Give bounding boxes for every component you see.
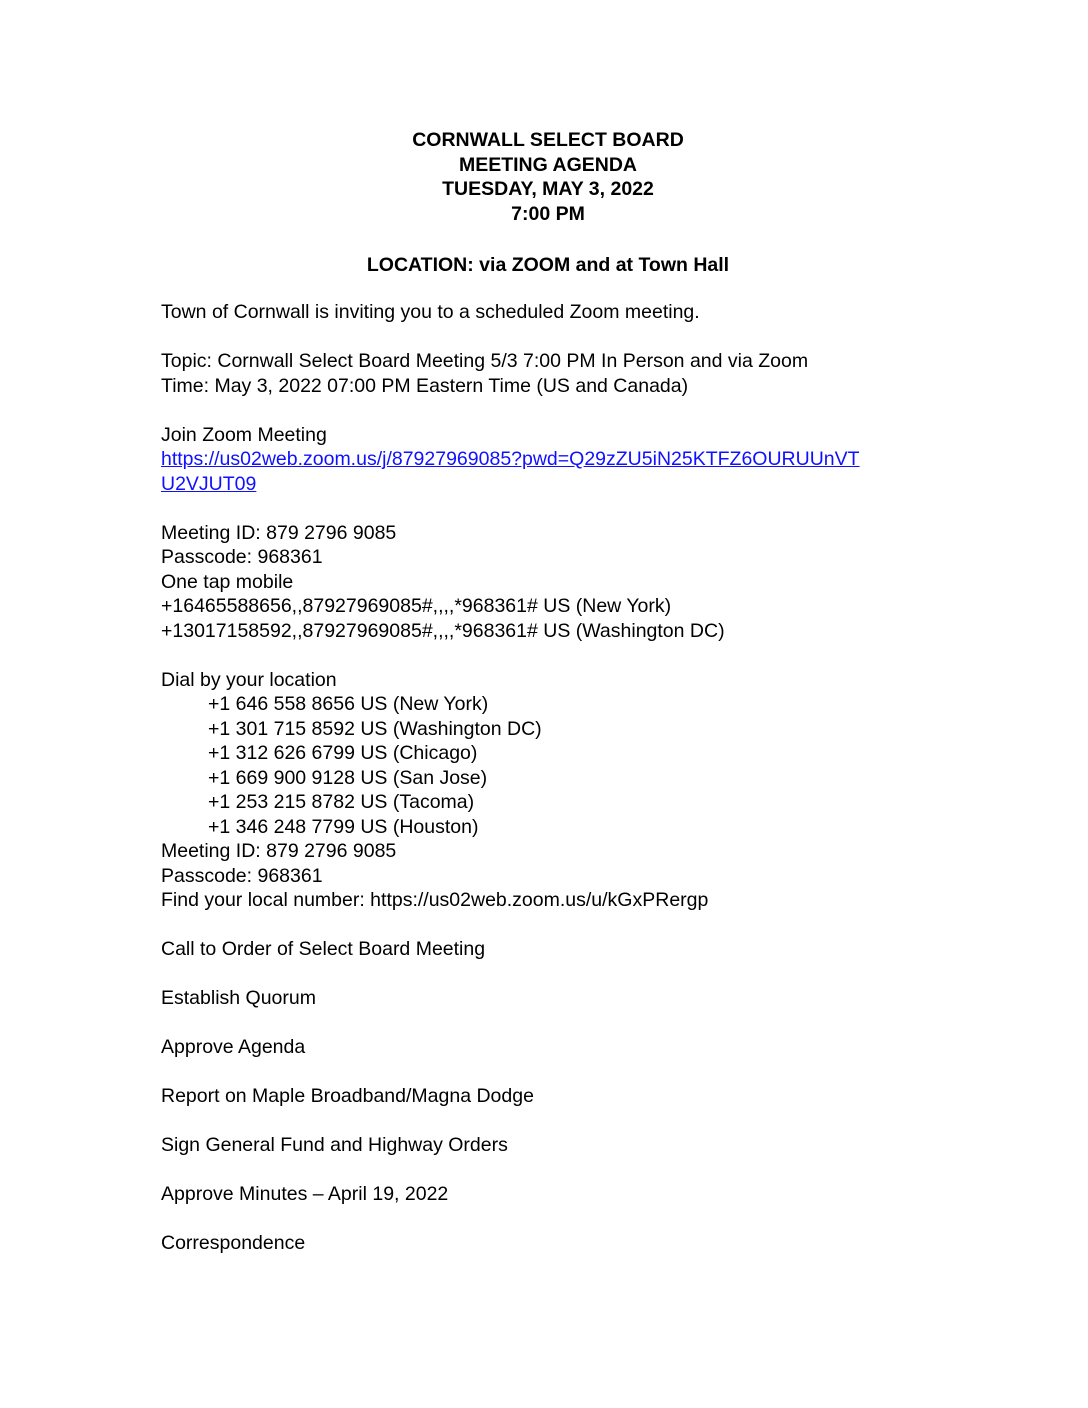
meeting-time: Time: May 3, 2022 07:00 PM Eastern Time (US and Canada) xyxy=(161,374,689,397)
agenda-item: Establish Quorum xyxy=(161,987,316,1009)
header-meeting-date: TUESDAY, MAY 3, 2022 xyxy=(442,178,654,200)
agenda-body xyxy=(161,300,941,1256)
dial-number: +1 669 900 9128 US (San Jose) xyxy=(208,766,488,789)
one-tap-mobile-label: One tap mobile xyxy=(161,570,294,593)
join-zoom-link[interactable] xyxy=(161,447,941,496)
dial-number: +1 646 558 8656 US (New York) xyxy=(208,693,489,715)
one-tap-number-new-york: +16465588656,,87927969085#,,,,*968361# US (New York) xyxy=(161,595,672,617)
header-document-type: MEETING AGENDA xyxy=(458,153,638,176)
meeting-id-repeat: Meeting ID: 879 2796 9085 xyxy=(161,840,397,862)
agenda-item-list xyxy=(161,937,941,1256)
find-local-number: Find your local number: https://us02web.zoom.us/u/kGxPRergp xyxy=(161,889,709,911)
join-zoom-link-line-1[interactable]: https://us02web.zoom.us/j/87927969085?pwd=Q29zZU5iN25KTFZ6OURUUnVT xyxy=(161,448,860,470)
join-zoom-link-line-2[interactable]: U2VJUT09 xyxy=(161,472,257,495)
dial-number-list xyxy=(161,692,941,839)
agenda-item: Call to Order of Select Board Meeting xyxy=(161,938,486,960)
meeting-topic: Topic: Cornwall Select Board Meeting 5/3 7:00 PM In Person and via Zoom xyxy=(161,350,809,372)
agenda-header xyxy=(0,128,1088,226)
header-board-name: CORNWALL SELECT BOARD xyxy=(412,129,684,151)
dial-number: +1 253 215 8782 US (Tacoma) xyxy=(208,791,475,813)
dial-number: +1 301 715 8592 US (Washington DC) xyxy=(208,717,542,740)
dial-number: +1 312 626 6799 US (Chicago) xyxy=(208,742,478,764)
agenda-item: Approve Minutes – April 19, 2022 xyxy=(161,1183,449,1205)
one-tap-number-washington: +13017158592,,87927969085#,,,,*968361# US (Washington DC) xyxy=(161,619,725,642)
meeting-location: LOCATION: via ZOOM and at Town Hall xyxy=(366,254,730,276)
passcode: Passcode: 968361 xyxy=(161,546,323,568)
join-zoom-label: Join Zoom Meeting xyxy=(161,423,327,446)
meeting-id: Meeting ID: 879 2796 9085 xyxy=(161,521,397,544)
dial-number: +1 346 248 7799 US (Houston) xyxy=(208,815,479,838)
zoom-invite-text: Town of Cornwall is inviting you to a scheduled Zoom meeting. xyxy=(161,301,700,323)
agenda-item: Correspondence xyxy=(161,1232,306,1254)
agenda-item: Report on Maple Broadband/Magna Dodge xyxy=(161,1085,534,1107)
header-meeting-time: 7:00 PM xyxy=(511,202,585,225)
passcode-repeat: Passcode: 968361 xyxy=(161,864,323,887)
agenda-item: Sign General Fund and Highway Orders xyxy=(161,1134,508,1156)
agenda-item: Approve Agenda xyxy=(161,1036,306,1058)
dial-by-location-label: Dial by your location xyxy=(161,668,337,691)
